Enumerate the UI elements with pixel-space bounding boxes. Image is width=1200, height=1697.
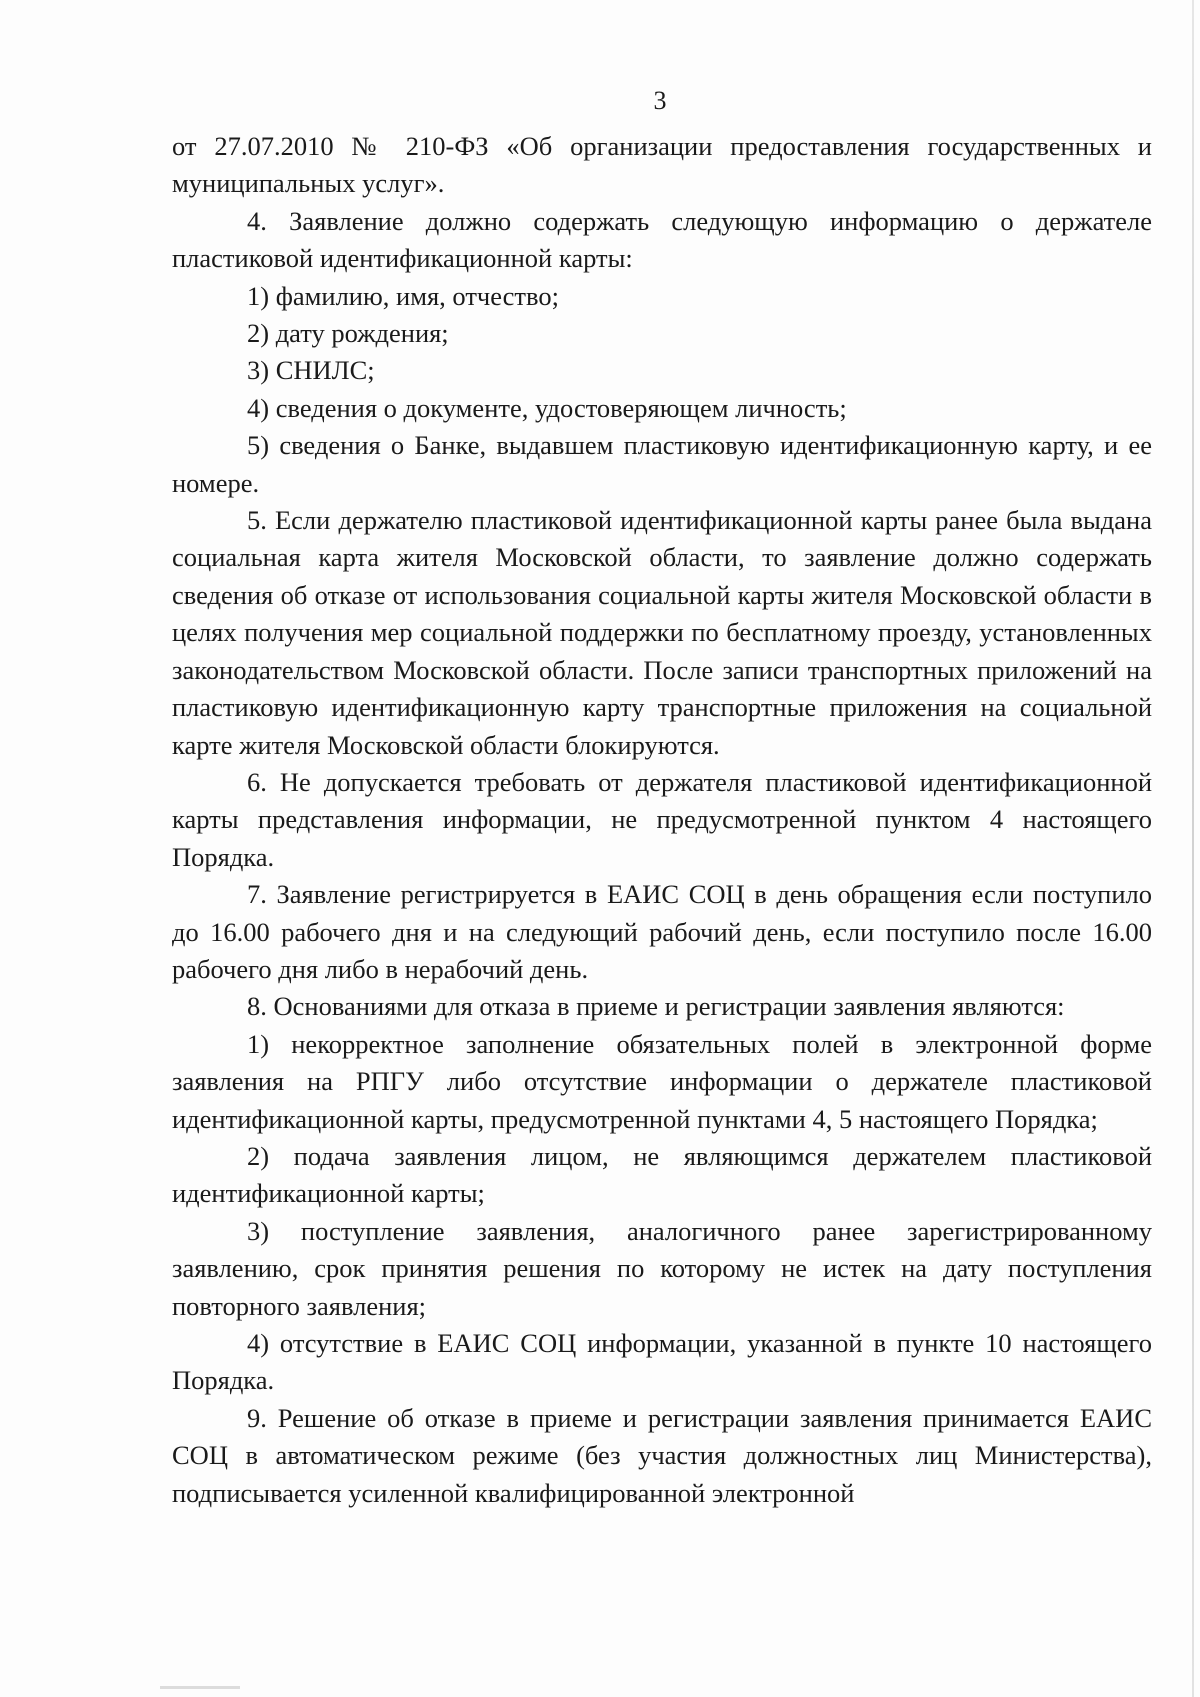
paragraph-item-6: 6. Не допускается требовать от держателя пластиковой идентификационной карты представления информации, не предусмотренной пунктом 4 настоящего Порядка. <box>172 766 1152 872</box>
list-item: 1) некорректное заполнение обязательных полей в электронной форме заявления на РПГУ либо отсутствие информации о держателе пластиковой идентификационной карты, предусмотренной пунктами 4, 5 настоящего Порядка; <box>172 1028 1152 1134</box>
paragraph-item-4: 4. Заявление должно содержать следующую информацию о держателе пластиковой идентификационной карты: <box>172 205 1152 274</box>
scan-edge <box>1192 0 1194 1697</box>
list-item: 1) фамилию, имя, отчество; <box>247 280 559 311</box>
paragraph-continuation: от 27.07.2010 № 210-ФЗ «Об организации предоставления государственных и муниципальных услуг». <box>172 131 1152 199</box>
list-item: 5) сведения о Банке, выдавшем пластиковую идентификационную карту, и ее номере. <box>172 430 1152 498</box>
list-item: 2) дату рождения; <box>247 318 449 349</box>
list-item: 4) сведения о документе, удостоверяющем личность; <box>247 392 847 423</box>
paragraph-item-9: 9. Решение об отказе в приеме и регистрации заявления принимается ЕАИС СОЦ в автоматическом режиме (без участия должностных лиц Министерства), подписывается усиленной квалифицированной электронной <box>172 1402 1152 1508</box>
list-item: 3) поступление заявления, аналогичного ранее зарегистрированному заявлению, срок принятия решения по которому не истек на дату поступления повторного заявления; <box>172 1215 1152 1321</box>
list-item: 2) подача заявления лицом, не являющимся держателем пластиковой идентификационной карты; <box>172 1140 1152 1209</box>
list-item: 4) отсутствие в ЕАИС СОЦ информации, указанной в пункте 10 настоящего Порядка. <box>172 1328 1152 1396</box>
list-item: 3) СНИЛС; <box>247 355 375 386</box>
paragraph-item-8: 8. Основаниями для отказа в приеме и регистрации заявления являются: <box>247 991 1065 1022</box>
document-body <box>172 128 1152 1512</box>
scan-mark <box>160 1686 240 1689</box>
paragraph-item-5: 5. Если держателю пластиковой идентификационной карты ранее была выдана социальная карта жителя Московской области, то заявление должно содержать сведения об отказе от использования социальной карты жителя Московской области в целях получения мер социальной поддержки по бесплатному проезду, установленных законодательством Московской области. После записи транспортных приложений на пластиковую идентификационную карту транспортные приложения на социальной карте жителя Московской области блокируются. <box>172 505 1152 760</box>
paragraph-item-7: 7. Заявление регистрируется в ЕАИС СОЦ в день обращения если поступило до 16.00 рабочего дня и на следующий рабочий день, если поступило после 16.00 рабочего дня либо в нерабочий день. <box>172 879 1152 984</box>
page-number: 3 <box>653 86 667 115</box>
